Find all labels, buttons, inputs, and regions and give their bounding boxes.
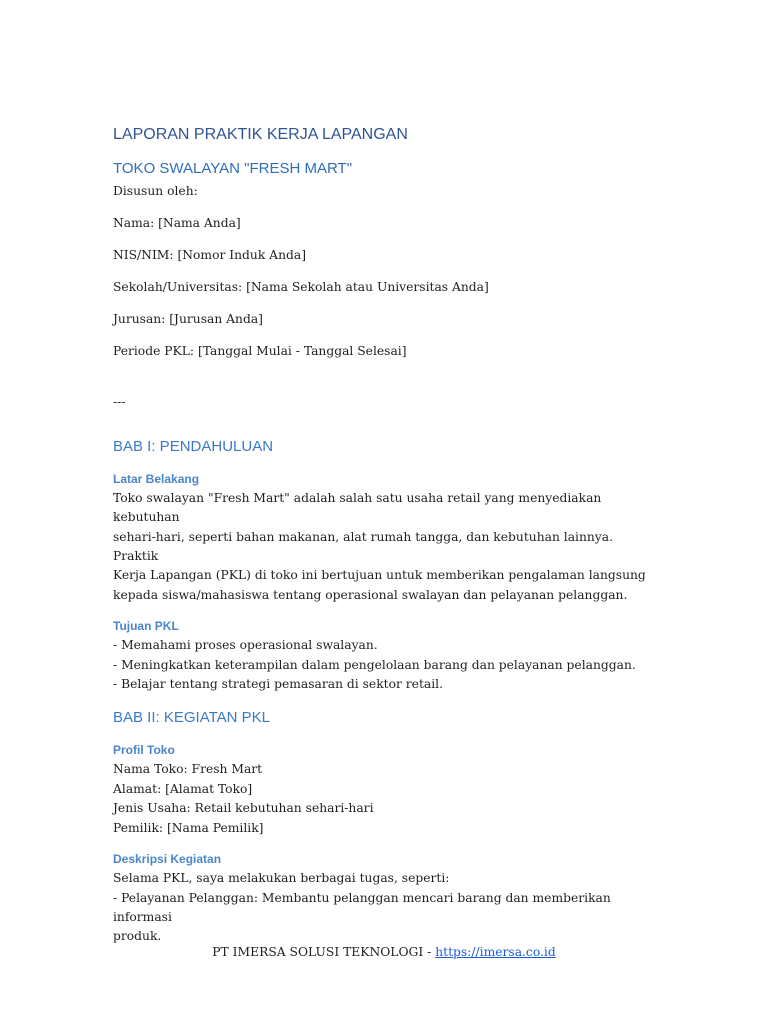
profil-line: Jenis Usaha: Retail kebutuhan sehari-hari: [113, 801, 374, 816]
deskripsi-line: Selama PKL, saya melakukan berbagai tugas, seperti:: [113, 871, 450, 886]
info-major: Jurusan: [Jurusan Anda]: [113, 312, 263, 326]
document-title: LAPORAN PRAKTIK KERJA LAPANGAN: [113, 126, 408, 143]
document-page: [113, 125, 653, 947]
latar-line: Kerja Lapangan (PKL) di toko ini bertujuan untuk memberikan pengalaman langsung: [113, 568, 646, 583]
footer-company: PT IMERSA SOLUSI TEKNOLOGI -: [212, 945, 436, 959]
footer-link[interactable]: https://imersa.co.id: [435, 945, 556, 959]
info-school: Sekolah/Universitas: [Nama Sekolah atau Universitas Anda]: [113, 280, 489, 294]
latar-line: Toko swalayan "Fresh Mart" adalah salah satu usaha retail yang menyediakan kebutuhan: [113, 490, 602, 525]
info-name: Nama: [Nama Anda]: [113, 216, 241, 230]
tujuan-item: - Memahami proses operasional swalayan.: [113, 638, 378, 653]
profil-line: Alamat: [Alamat Toko]: [113, 781, 253, 796]
bab2-heading: BAB II: KEGIATAN PKL: [113, 709, 270, 727]
latar-line: sehari-hari, seperti bahan makanan, alat rumah tangga, dan kebutuhan lainnya. Praktik: [113, 529, 613, 564]
profil-line: Nama Toko: Fresh Mart: [113, 762, 263, 777]
latar-line: kepada siswa/mahasiswa tentang operasional swalayan dan pelayanan pelanggan.: [113, 587, 628, 602]
page-footer: [0, 945, 768, 959]
tujuan-item: - Belajar tentang strategi pemasaran di sektor retail.: [113, 677, 443, 692]
document-subtitle: TOKO SWALAYAN "FRESH MART": [113, 160, 353, 177]
latar-heading: Latar Belakang: [113, 471, 200, 486]
bab1-heading: BAB I: PENDAHULUAN: [113, 437, 274, 455]
tujuan-item: - Meningkatkan keterampilan dalam pengelolaan barang dan pelayanan pelanggan.: [113, 657, 636, 672]
profil-heading: Profil Toko: [113, 743, 175, 758]
author-label: Disusun oleh:: [113, 184, 198, 198]
tujuan-heading: Tujuan PKL: [113, 619, 179, 634]
separator: ---: [113, 395, 126, 410]
profil-line: Pemilik: [Nama Pemilik]: [113, 820, 264, 835]
deskripsi-line: produk.: [113, 929, 162, 944]
deskripsi-heading: Deskripsi Kegiatan: [113, 852, 222, 867]
info-nis: NIS/NIM: [Nomor Induk Anda]: [113, 248, 306, 262]
info-period: Periode PKL: [Tanggal Mulai - Tanggal Selesai]: [113, 344, 407, 358]
deskripsi-line: - Pelayanan Pelanggan: Membantu pelanggan mencari barang dan memberikan informasi: [113, 890, 611, 924]
